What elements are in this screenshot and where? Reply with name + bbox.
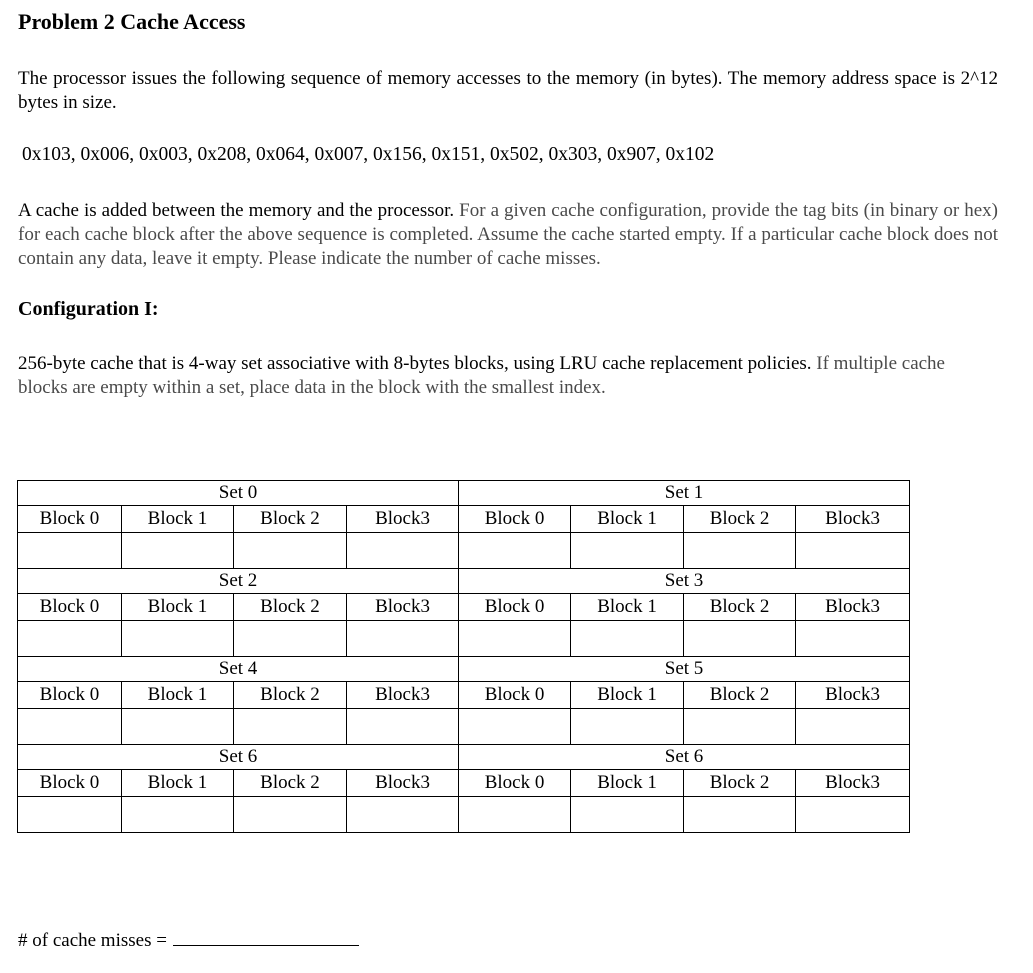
tag-entry-cell[interactable] [18,621,122,657]
block-label: Block 1 [571,770,684,797]
block-label: Block 0 [459,770,571,797]
tag-entry-cell[interactable] [459,797,571,833]
tag-entry-cell[interactable] [459,533,571,569]
block-label: Block 0 [18,594,122,621]
set-header: Set 2 [18,569,459,594]
tag-entry-cell[interactable] [122,709,234,745]
tag-entry-cell[interactable] [796,621,910,657]
tag-entry-cell[interactable] [234,797,347,833]
tag-entry-cell[interactable] [684,709,796,745]
block-label: Block 1 [122,770,234,797]
tag-entry-cell[interactable] [122,797,234,833]
tag-entry-cell[interactable] [347,797,459,833]
block-label-row [18,682,910,709]
tag-entry-cell[interactable] [234,709,347,745]
block-label: Block 2 [234,506,347,533]
cache-misses-label: # of cache misses = [18,930,167,951]
block-label-row [18,594,910,621]
block-label: Block3 [796,506,910,533]
cache-misses-answer-blank[interactable] [173,945,359,946]
tag-entry-cell[interactable] [571,709,684,745]
access-sequence: 0x103, 0x006, 0x003, 0x208, 0x064, 0x007, 0x156, 0x151, 0x502, 0x303, 0x907, 0x102 [22,144,715,165]
block-label: Block 1 [122,594,234,621]
set-header: Set 1 [459,481,910,506]
block-label: Block 0 [459,594,571,621]
block-label: Block3 [347,506,459,533]
tag-entry-row [18,533,910,569]
block-label: Block 0 [459,506,571,533]
intro-paragraph: The processor issues the following sequence of memory accesses to the memory (in bytes). The memory address space is 2^12 bytes in size. [18,68,998,113]
tag-entry-cell[interactable] [684,533,796,569]
cache-misses-line [18,930,359,952]
block-label: Block 0 [18,682,122,709]
block-label: Block3 [347,682,459,709]
block-label: Block 0 [18,506,122,533]
block-label-row [18,506,910,533]
set-header: Set 6 [459,745,910,770]
cache-desc-instructions: For a given cache configuration, provide the tag bits (in binary or hex) for each cache block after the above sequence is completed. Assume the cache started empty. If a particular cache block does not contain any data, leave it empty. Please indicate the number of cache misses. [18,200,998,269]
block-label: Block 1 [571,682,684,709]
tag-entry-cell[interactable] [459,621,571,657]
cache-table [17,480,910,833]
block-label: Block 1 [122,506,234,533]
block-label-row [18,770,910,797]
set-header-row [18,745,910,770]
block-label: Block 2 [234,682,347,709]
tag-entry-cell[interactable] [122,621,234,657]
config-desc-main: 256-byte cache that is 4-way set associative with 8-bytes blocks, using LRU cache replacement policies. [18,353,817,374]
block-label: Block 0 [18,770,122,797]
config-desc-note: If multiple cache blocks are empty within a set, place data in the block with the smallest index. [18,353,945,398]
set-header: Set 4 [18,657,459,682]
tag-entry-row [18,709,910,745]
tag-entry-cell[interactable] [796,797,910,833]
block-label: Block3 [796,594,910,621]
block-label: Block 2 [684,770,796,797]
block-label: Block 2 [684,682,796,709]
block-label: Block 1 [571,506,684,533]
cache-description [18,199,998,271]
tag-entry-cell[interactable] [796,533,910,569]
cache-desc-intro: A cache is added between the memory and the processor. [18,200,460,221]
config-description [18,352,998,400]
block-label: Block 2 [234,770,347,797]
block-label: Block3 [796,682,910,709]
config-heading: Configuration I: [18,298,159,320]
tag-entry-cell[interactable] [684,621,796,657]
block-label: Block 2 [684,506,796,533]
set-header: Set 3 [459,569,910,594]
set-header-row [18,657,910,682]
block-label: Block 1 [571,594,684,621]
problem-title: Problem 2 Cache Access [18,9,246,34]
set-header: Set 0 [18,481,459,506]
tag-entry-cell[interactable] [459,709,571,745]
set-header-row [18,481,910,506]
set-header: Set 5 [459,657,910,682]
block-label: Block3 [347,594,459,621]
tag-entry-cell[interactable] [684,797,796,833]
tag-entry-cell[interactable] [571,533,684,569]
tag-entry-cell[interactable] [796,709,910,745]
tag-entry-cell[interactable] [347,709,459,745]
tag-entry-cell[interactable] [347,621,459,657]
tag-entry-cell[interactable] [347,533,459,569]
block-label: Block 1 [122,682,234,709]
block-label: Block 2 [234,594,347,621]
tag-entry-cell[interactable] [18,533,122,569]
tag-entry-cell[interactable] [234,621,347,657]
tag-entry-cell[interactable] [18,797,122,833]
block-label: Block3 [796,770,910,797]
set-header: Set 6 [18,745,459,770]
block-label: Block 0 [459,682,571,709]
block-label: Block3 [347,770,459,797]
tag-entry-cell[interactable] [571,621,684,657]
tag-entry-cell[interactable] [571,797,684,833]
tag-entry-row [18,797,910,833]
set-header-row [18,569,910,594]
block-label: Block 2 [684,594,796,621]
tag-entry-row [18,621,910,657]
tag-entry-cell[interactable] [122,533,234,569]
tag-entry-cell[interactable] [18,709,122,745]
tag-entry-cell[interactable] [234,533,347,569]
